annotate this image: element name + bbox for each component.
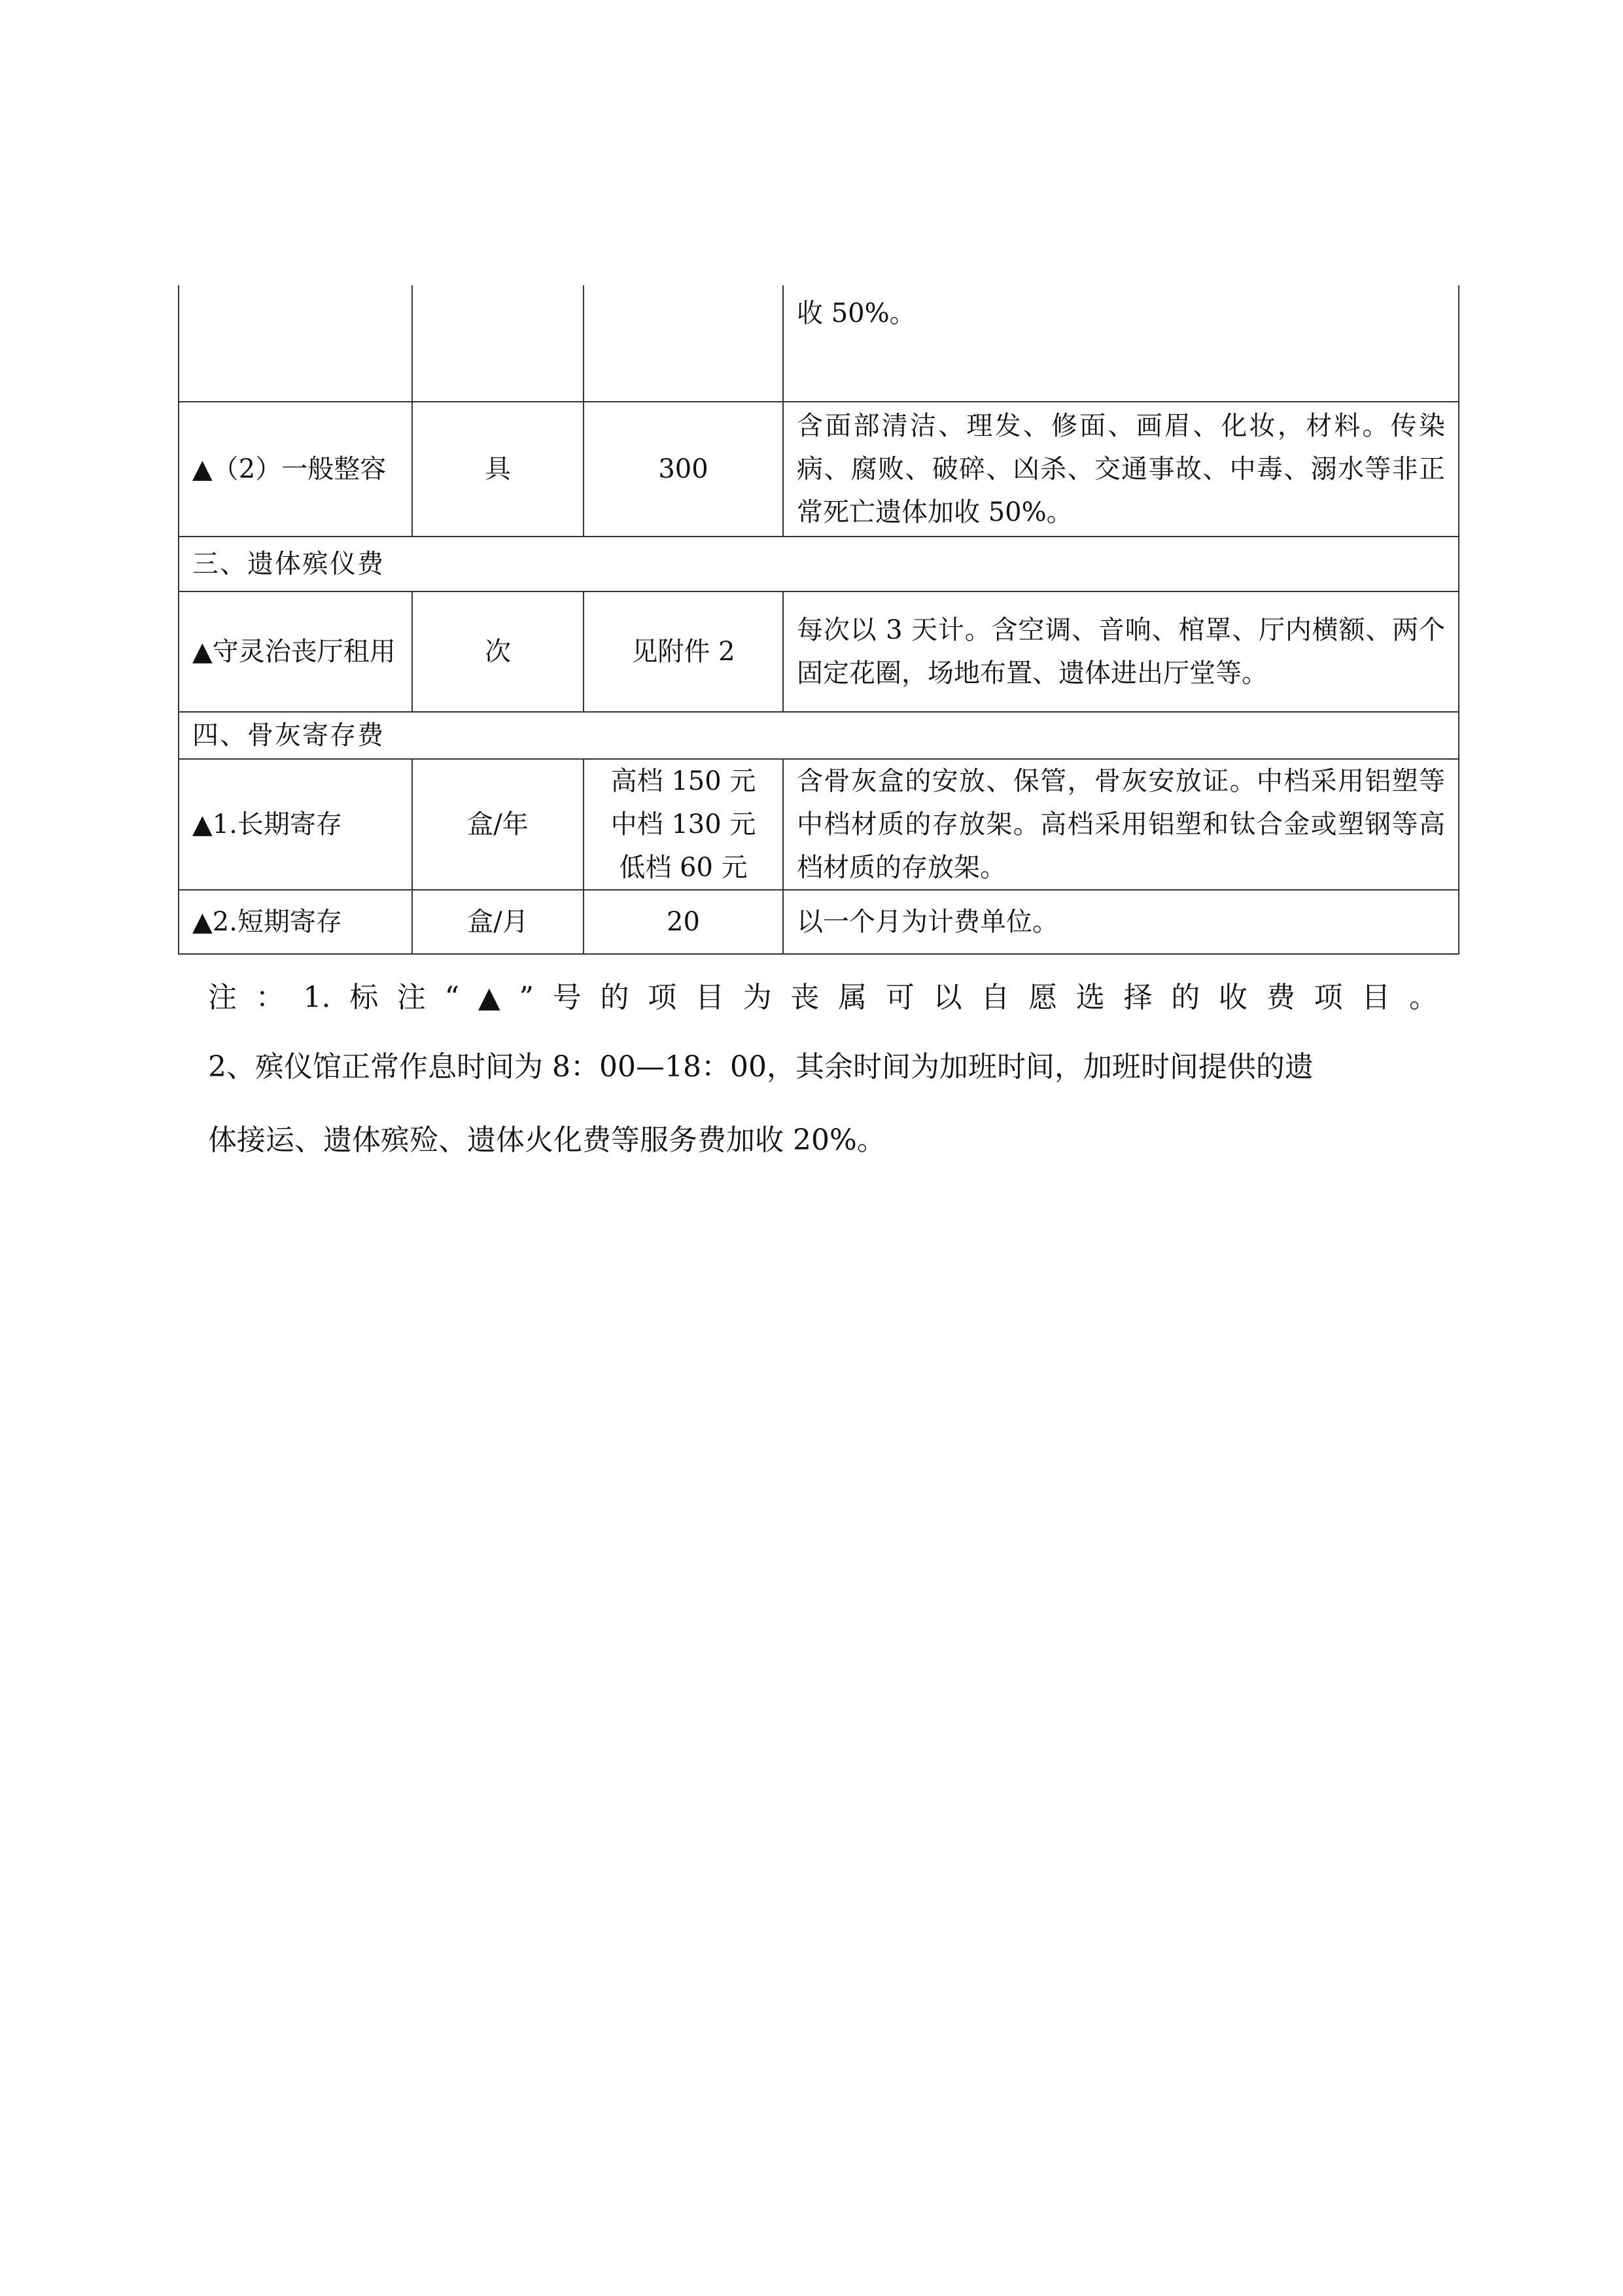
description-cell: 含骨灰盒的安放、保管，骨灰安放证。中档采用铝塑等中档材质的存放架。高档采用铝塑和钛合金或塑钢等高档材质的存放架。 <box>783 759 1459 890</box>
description-cell: 含面部清洁、理发、修面、画眉、化妆，材料。传染病、腐败、破碎、凶杀、交通事故、中毒、溺水等非正常死亡遗体加收 50%。 <box>783 402 1459 537</box>
unit-cell <box>412 285 584 402</box>
description-cell: 每次以 3 天计。含空调、音响、棺罩、厅内横额、两个固定花圈，场地布置、遗体进出厅堂等。 <box>783 592 1459 712</box>
item-cell: ▲1.长期寄存 <box>179 759 412 890</box>
price-cell: 20 <box>584 890 783 954</box>
description-cell: 以一个月为计费单位。 <box>783 890 1459 954</box>
item-cell: ▲守灵治丧厅租用 <box>179 592 412 712</box>
unit-cell: 次 <box>412 592 584 712</box>
table-row <box>179 890 1459 954</box>
table-row <box>179 759 1459 890</box>
description-cell: 收 50%。 <box>783 285 1459 402</box>
price-tier-mid: 中档 130 元 <box>610 809 756 839</box>
item-cell <box>179 285 412 402</box>
price-tier-high: 高档 150 元 <box>610 766 756 796</box>
table-row <box>179 402 1459 537</box>
item-cell: ▲（2）一般整容 <box>179 402 412 537</box>
item-cell: ▲2.短期寄存 <box>179 890 412 954</box>
price-cell: 300 <box>584 402 783 537</box>
unit-cell: 盒/年 <box>412 759 584 890</box>
table-row <box>179 285 1459 402</box>
section-row <box>179 537 1459 592</box>
note-line-2: 2、殡仪馆正常作息时间为 8：00—18：00，其余时间为加班时间，加班时间提供的遗 <box>208 1050 1314 1084</box>
fee-table <box>178 285 1459 955</box>
price-tier-low: 低档 60 元 <box>619 853 748 883</box>
note-line-1: 注：1.标注“▲”号的项目为丧属可以自愿选择的收费项目。 <box>208 981 1438 1014</box>
unit-cell: 具 <box>412 402 584 537</box>
section-heading: 三、遗体殡仪费 <box>179 537 1459 592</box>
unit-cell: 盒/月 <box>412 890 584 954</box>
note-line-3: 体接运、遗体殡殓、遗体火化费等服务费加收 20%。 <box>208 1123 886 1157</box>
section-row <box>179 712 1459 759</box>
section-heading: 四、骨灰寄存费 <box>179 712 1459 759</box>
price-cell <box>584 759 783 890</box>
price-cell: 见附件 2 <box>584 592 783 712</box>
table-row <box>179 592 1459 712</box>
price-cell <box>584 285 783 402</box>
